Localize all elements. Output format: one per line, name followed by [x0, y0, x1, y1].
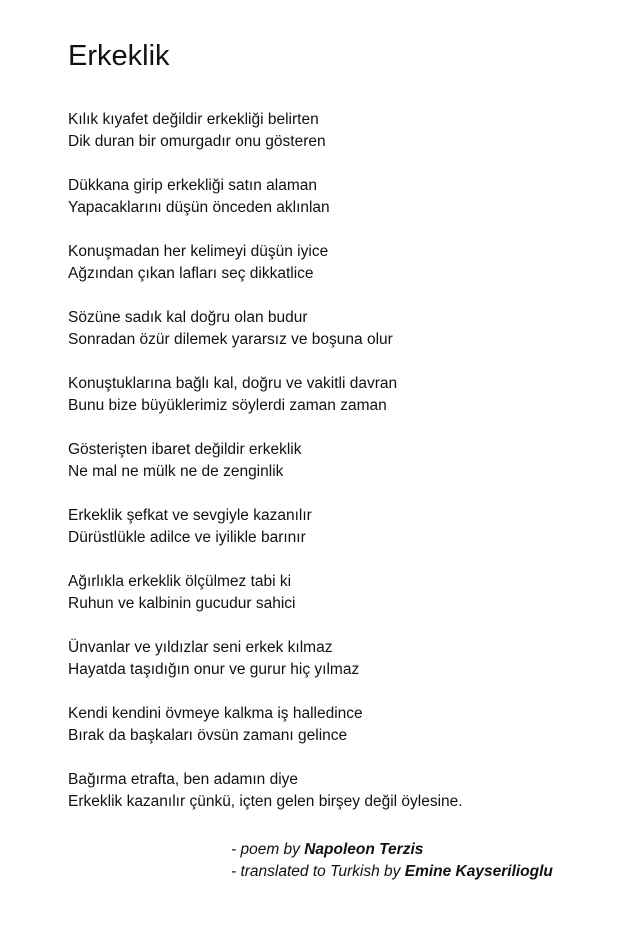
poem-credit-prefix: - poem by	[231, 841, 305, 858]
translation-credit-prefix: - translated to Turkish by	[231, 863, 405, 880]
poem-line: Erkeklik şefkat ve sevgiyle kazanılır	[68, 507, 312, 524]
poem-line: Gösterişten ibaret değildir erkeklik	[68, 441, 302, 458]
stanza	[68, 505, 628, 571]
poem-line: Sonradan özür dilemek yararsız ve boşuna olur	[68, 331, 393, 348]
poem-line: Sözüne sadık kal doğru olan budur	[68, 309, 308, 326]
stanza	[68, 175, 628, 241]
poem-line: Hayatda taşıdığın onur ve gurur hiç yılmaz	[68, 661, 360, 678]
stanza	[68, 439, 628, 505]
credits	[231, 839, 553, 883]
translation-credit	[231, 861, 553, 883]
stanza	[68, 241, 628, 307]
poem-line: Bağırma etrafta, ben adamın diye	[68, 771, 299, 788]
poem-line: Erkeklik kazanılır çünkü, içten gelen birşey değil öylesine.	[68, 793, 463, 810]
poem-line: Ağzından çıkan lafları seç dikkatlice	[68, 265, 314, 282]
poem-line: Dik duran bir omurgadır onu gösteren	[68, 133, 326, 150]
stanza	[68, 109, 628, 175]
poem-line: Dükkana girip erkekliği satın alaman	[68, 177, 317, 194]
poem-line: Ne mal ne mülk ne de zenginlik	[68, 463, 284, 480]
poem-line: Dürüstlükle adilce ve iyilikle barınır	[68, 529, 306, 546]
stanza	[68, 769, 628, 835]
poem-line: Ağırlıkla erkeklik ölçülmez tabi ki	[68, 573, 292, 590]
poem-line: Ruhun ve kalbinin gucudur sahici	[68, 595, 296, 612]
poem-line: Ünvanlar ve yıldızlar seni erkek kılmaz	[68, 639, 333, 656]
poem-line: Kendi kendini övmeye kalkma iş halledince	[68, 705, 363, 722]
poem-body	[68, 109, 628, 835]
stanza	[68, 373, 628, 439]
stanza	[68, 637, 628, 703]
poem-line: Konuştuklarına bağlı kal, doğru ve vakitli davran	[68, 375, 398, 392]
stanza	[68, 703, 628, 769]
poem-credit	[231, 839, 553, 861]
poem-line: Kılık kıyafet değildir erkekliği belirten	[68, 111, 319, 128]
stanza	[68, 571, 628, 637]
poem-line: Bunu bize büyüklerimiz söylerdi zaman zaman	[68, 397, 387, 414]
stanza	[68, 307, 628, 373]
poem-author: Napoleon Terzis	[304, 841, 424, 858]
poem-line: Yapacaklarını düşün önceden aklınlan	[68, 199, 330, 216]
poem-title: Erkeklik	[68, 40, 170, 72]
translator-name: Emine Kayserilioglu	[404, 863, 553, 880]
poem-line: Konuşmadan her kelimeyi düşün iyice	[68, 243, 329, 260]
poem-line: Bırak da başkaları övsün zamanı gelince	[68, 727, 348, 744]
